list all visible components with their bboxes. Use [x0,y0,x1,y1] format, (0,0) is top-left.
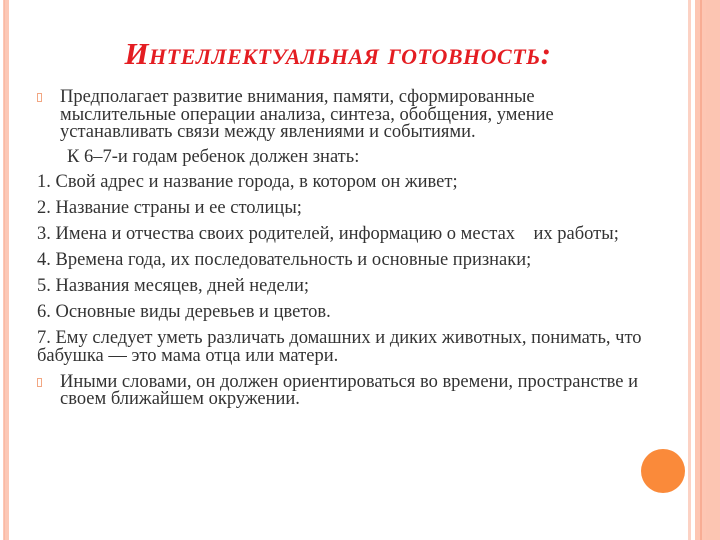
right-border-line [700,0,702,540]
right-border-band-outer [706,0,720,540]
bullet-paragraph [37,89,647,142]
right-border-stripe-thin [688,0,691,540]
bullet-text: Иными словами, он должен ориентироваться во времени, пространстве и своем ближайшем окружении. [60,371,639,409]
left-border-line [4,0,5,540]
numbered-item: 1. Свой адрес и название города, в котором он живет; [37,172,458,192]
square-bullet-icon [37,93,42,102]
orange-circle-decoration [641,449,685,493]
slide-body [37,89,647,416]
intro-line: К 6–7-и годам ребенок должен знать: [67,147,360,167]
bullet-paragraph [37,371,647,409]
numbered-item: 6. Основные виды деревьев и цветов. [37,302,331,322]
numbered-item [37,226,647,244]
numbered-item: 5. Названия месяцев, дней недели; [37,276,310,296]
numbered-item: 4. Времена года, их последовательность и основные признаки; [37,250,532,270]
square-bullet-icon [37,378,42,387]
bullet-text: Предполагает развитие внимания, памяти, сформированные мыслительные операции анализа, синтеза, обобщения, умение устанавливать связи между явлениями и событиями. [60,87,554,142]
numbered-item: 7. Ему следует уметь различать домашних и диких животных, понимать, что бабушка — это мама отца или матери. [37,328,642,366]
numbered-item-text: 3. Имена и отчества своих родителей, информацию о местах их работы; [37,224,619,244]
slide-title: Интеллектуальная готовность: [124,36,552,71]
numbered-item: 2. Название страны и ее столицы; [37,198,302,218]
